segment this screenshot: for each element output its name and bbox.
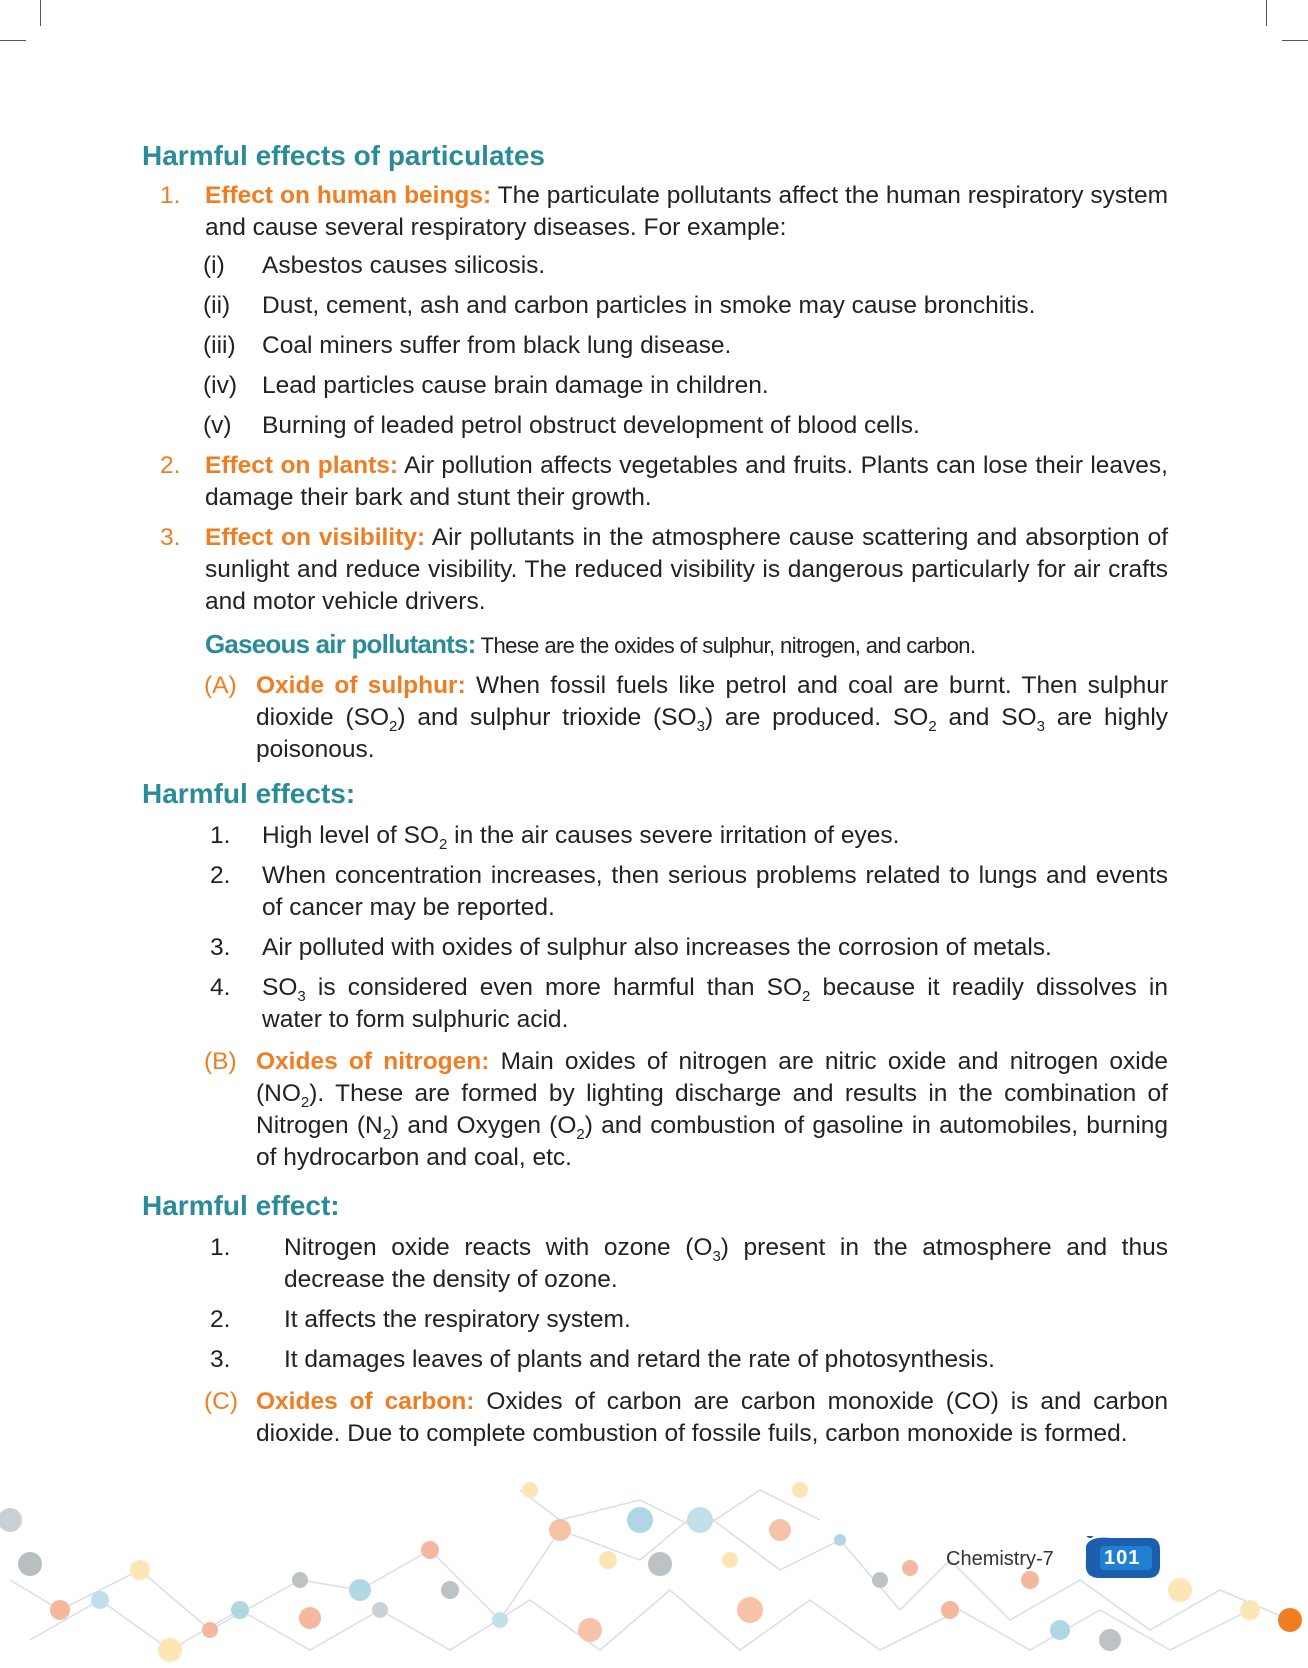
- section-text: ) and Oxygen (O: [391, 1112, 577, 1139]
- subitem-list: [142, 250, 1168, 442]
- subitem: [142, 290, 1168, 322]
- effect-text: Air polluted with oxides of sulphur also increases the corrosion of metals.: [262, 934, 1052, 961]
- section-text: ) and combustion of gasoline in automobiles, burning of hydrocarbon and coal, etc.: [256, 1112, 1169, 1171]
- subitem-number: (iii): [203, 332, 236, 359]
- effect-text: ) present in the atmosphere and thus decrease the density of ozone.: [284, 1234, 1168, 1293]
- heading-harmful-effects: Harmful effects:: [142, 778, 356, 809]
- item-number: 3.: [160, 524, 181, 551]
- section-text: Oxides of carbon are carbon monoxide (CO) is and carbon dioxide. Due to complete combustion of fossile fuils, carbon monoxide is formed.: [256, 1388, 1168, 1447]
- item-text: Air pollution affects vegetables and fruits. Plants can lose their leaves, damage their bark and stunt their growth.: [205, 452, 1168, 511]
- crop-mark: [0, 40, 26, 41]
- subscript: 3: [1036, 718, 1045, 735]
- subitem-text: Burning of leaded petrol obstruct development of blood cells.: [262, 412, 920, 439]
- subscript: 2: [802, 988, 811, 1005]
- effect-number: 3.: [210, 934, 231, 961]
- crop-mark: [1282, 40, 1308, 41]
- subitem-text: Coal miners suffer from black lung disease.: [262, 332, 732, 359]
- page-content: [142, 138, 1168, 1450]
- subitem-number: (iv): [203, 372, 238, 399]
- subitem-number: (v): [203, 412, 232, 439]
- effect-text: in the air causes severe irritation of eyes.: [447, 822, 900, 849]
- section-text: ) and sulphur trioxide (SO: [397, 704, 697, 731]
- effect-number: 4.: [210, 974, 231, 1001]
- effect-item: [142, 1304, 1168, 1336]
- section-a-sulphur: [142, 670, 1168, 766]
- section-b-nitrogen: [142, 1046, 1168, 1174]
- subitem-number: (ii): [203, 292, 231, 319]
- gaseous-text: These are the oxides of sulphur, nitrogen, and carbon.: [475, 633, 976, 658]
- item-text: Air pollutants in the atmosphere cause scattering and absorption of sunlight and reduce visibility. The reduced visibility is dangerous particularly for air crafts and motor vehicle drivers.: [205, 524, 1168, 615]
- effect-item: [142, 972, 1168, 1036]
- subscript: 2: [300, 1094, 310, 1111]
- effect-item: [142, 1344, 1168, 1376]
- effect-item: [142, 860, 1168, 924]
- subitem-number: (i): [203, 252, 225, 279]
- effect-text: High level of SO: [262, 822, 440, 849]
- effect-text: Nitrogen oxide reacts with ozone (O: [284, 1234, 713, 1261]
- effect-item: [142, 820, 1168, 852]
- item-title: Effect on plants:: [205, 452, 399, 479]
- effect-number: 1.: [210, 822, 231, 849]
- subitem: [142, 370, 1168, 402]
- effect-number: 1.: [210, 1234, 231, 1261]
- subscript: 2: [439, 836, 448, 853]
- gaseous-pollutants: [142, 628, 1168, 662]
- section-text: are highly poisonous.: [256, 704, 1169, 763]
- subitem: [142, 250, 1168, 282]
- item-title: Effect on human beings:: [205, 182, 492, 209]
- subscript: 2: [389, 718, 398, 735]
- heading-harmful-effect: Harmful effect:: [142, 1190, 340, 1221]
- item-text: The particulate pollutants affect the human respiratory system and cause several respiratory diseases. For example:: [205, 182, 1169, 241]
- item-number: 2.: [160, 452, 181, 479]
- item-number: 1.: [160, 182, 181, 209]
- section-text: Main oxides of nitrogen are nitric oxide and nitrogen oxide (NO: [256, 1048, 1169, 1107]
- subscript: 2: [382, 1126, 392, 1143]
- effect-number: 2.: [210, 862, 231, 889]
- section-c-carbon: [142, 1386, 1168, 1450]
- effect-text: When concentration increases, then serious problems related to lungs and events of cancer may be reported.: [262, 862, 1168, 921]
- section-text: When fossil fuels like petrol and coal are burnt. Then sulphur dioxide (SO: [256, 672, 1168, 731]
- subitem-text: Lead particles cause brain damage in children.: [262, 372, 769, 399]
- effect-number: 3.: [210, 1346, 231, 1373]
- item-plants: [142, 450, 1168, 514]
- effect-text: SO: [262, 974, 298, 1001]
- effect-text: is considered even more harmful than SO: [305, 974, 803, 1001]
- item-title: Effect on visibility:: [205, 524, 426, 551]
- effect-text: It affects the respiratory system.: [284, 1306, 631, 1333]
- section-text: ) are produced. SO: [704, 704, 929, 731]
- section-title: Oxide of sulphur:: [256, 672, 466, 699]
- effect-text: because it readily dissolves in water to form sulphuric acid.: [262, 974, 1169, 1033]
- section-letter: (A): [204, 672, 237, 699]
- subscript: 3: [297, 988, 306, 1005]
- subitem: [142, 330, 1168, 362]
- section-letter: (B): [204, 1048, 237, 1075]
- effect-text: It damages leaves of plants and retard the rate of photosynthesis.: [284, 1346, 995, 1373]
- section-title: Oxides of nitrogen:: [256, 1048, 490, 1075]
- section-text: ). These are formed by lighting discharge and results in the combination of Nitrogen (N: [256, 1080, 1168, 1139]
- effect-number: 2.: [210, 1306, 231, 1333]
- crop-mark: [1266, 0, 1267, 26]
- item-visibility: [142, 522, 1168, 618]
- gaseous-title: Gaseous air pollutants:: [205, 629, 476, 659]
- heading-particulates: Harmful effects of particulates: [142, 140, 545, 171]
- section-letter: (C): [204, 1388, 239, 1415]
- subscript: 3: [712, 1248, 721, 1265]
- subitem-text: Asbestos causes silicosis.: [262, 252, 546, 279]
- section-title: Oxides of carbon:: [256, 1388, 475, 1415]
- subitem-text: Dust, cement, ash and carbon particles in smoke may cause bronchitis.: [262, 292, 1036, 319]
- effect-item: [142, 932, 1168, 964]
- item-human-beings: [142, 180, 1168, 244]
- page-number: 101: [1104, 1547, 1141, 1569]
- effect-item: [142, 1232, 1168, 1296]
- subscript: 3: [696, 718, 705, 735]
- section-text: and SO: [936, 704, 1037, 731]
- crop-mark: [40, 0, 41, 26]
- footer-subject: Chemistry-7: [946, 1548, 1054, 1570]
- subscript: 2: [928, 718, 937, 735]
- subitem: [142, 410, 1168, 442]
- subscript: 2: [576, 1126, 585, 1143]
